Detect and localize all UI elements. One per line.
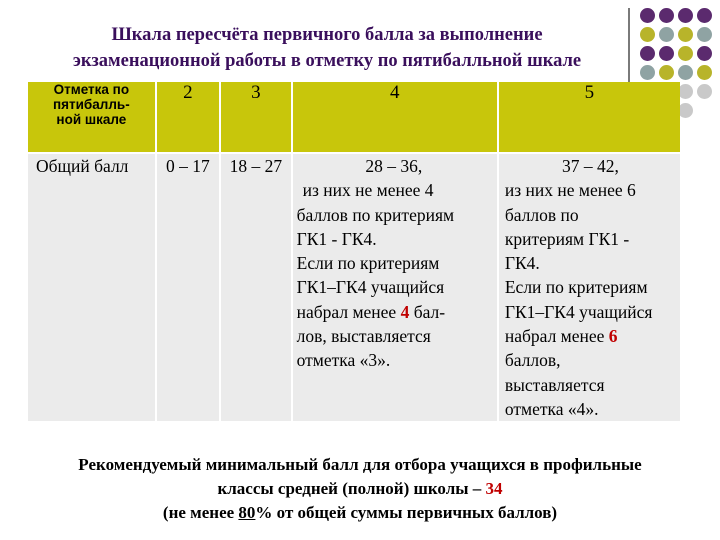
decorative-dot [697,46,712,61]
grade-5-line: критериям ГК1 - [504,228,630,249]
decorative-dot [678,27,693,42]
title-line-2: экзаменационной работы в отметку по пятибалльной шкале [72,51,582,71]
grade-4-criteria [292,153,498,421]
min-score-value: 34 [485,479,503,498]
decorative-dot [659,46,674,61]
header-grade-3: 3 [220,82,292,153]
decorative-dot [678,84,693,99]
header-grade-4: 4 [292,82,498,153]
decorative-dot [678,46,693,61]
grade-4-line: лов, выставляется [296,326,431,347]
note-text: (не менее [162,503,239,522]
grade-4-text: бал- [409,301,446,322]
grade-5-line: Если по критериям [504,277,648,298]
grade-4-line: ГК1 - ГК4. [296,228,377,249]
decorative-dot [678,103,693,118]
header-grade-2: 2 [156,82,220,153]
decorative-dot [659,27,674,42]
grade-5-line: баллов, [504,350,561,371]
note-text: классы средней (полной) школы – [217,479,486,498]
decorative-dot [697,84,712,99]
grade-4-line: отметка «3». [296,350,391,371]
header-grade-5: 5 [498,82,680,153]
header-label-cell [28,82,156,153]
grade-4-line: из них не менее 4 [302,180,434,201]
header-label-line: пятибалль- [52,97,130,112]
percent-value: 80 [238,503,256,522]
grade-5-line: ГК1–ГК4 учащийся [504,301,653,322]
decorative-dot [640,8,655,23]
grade-5-line [505,324,676,348]
note-line-2 [0,477,720,501]
decorative-dot [697,8,712,23]
grade-5-line: из них не менее 6 [504,180,636,201]
table-row-total-score [28,153,680,421]
grade-5-line: баллов по [504,204,579,225]
grade-5-line: выставляется [504,374,605,395]
page-title [0,22,654,74]
score-conversion-table [28,82,680,421]
row-label: Общий балл [28,153,156,421]
grade-4-text: набрал менее [296,301,401,322]
note-text: % от общей суммы первичных баллов) [255,503,558,522]
header-label-line: ной шкале [56,112,127,127]
grade-5-text: набрал менее [504,326,609,347]
decorative-dot [697,65,712,80]
grade-4-range: 28 – 36, [365,156,423,176]
decorative-dot [678,8,693,23]
grade-5-line: ГК4. [504,253,540,274]
grade-4-line: ГК1–ГК4 учащийся [296,277,445,298]
recommendation-note [0,453,720,525]
decorative-dot [659,8,674,23]
grade-2-range: 0 – 17 [156,153,220,421]
table-header-row [28,82,680,153]
note-line-1: Рекомендуемый минимальный балл для отбора учащихся в профильные [78,455,642,474]
grade-4-line: Если по критериям [296,253,440,274]
grade-3-range: 18 – 27 [220,153,292,421]
grade-4-line [297,300,491,324]
note-line-3 [0,501,720,525]
header-label-line: Отметка по [53,82,130,97]
grade-5-range: 37 – 42, [561,156,619,176]
grade-5-criteria [498,153,680,421]
decorative-dot [678,65,693,80]
grade-5-min-criteria-value: 6 [608,326,618,347]
grade-4-min-criteria-value: 4 [400,301,410,322]
grade-5-line: отметка «4». [504,398,599,419]
grade-4-line: баллов по критериям [296,204,455,225]
title-line-1: Шкала пересчёта первичного балла за выполнение [111,25,543,45]
decorative-dot [659,65,674,80]
decorative-dot [697,27,712,42]
